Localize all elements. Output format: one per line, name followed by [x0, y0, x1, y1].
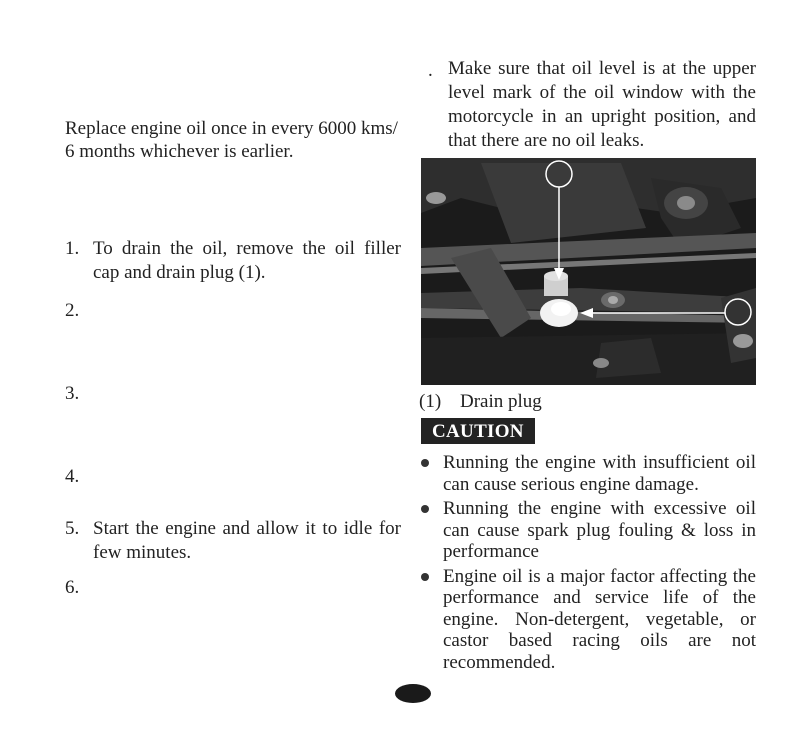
intro-line-1: Replace engine oil once in every 6000 kms/ — [65, 118, 398, 139]
bullet-icon — [421, 505, 429, 513]
caution-item — [420, 566, 756, 674]
caution-item — [420, 498, 756, 563]
step-text: To drain the oil, remove the oil filler cap and drain plug (1). — [93, 238, 401, 283]
step-number: 6. — [65, 577, 80, 598]
caption-number: (1) — [419, 391, 442, 412]
intro-text — [65, 117, 405, 163]
bullet-icon — [421, 573, 429, 581]
step-number: 4. — [65, 466, 80, 487]
step-number: 3. — [65, 383, 80, 404]
bullet-icon — [421, 459, 429, 467]
page-number-marker — [395, 684, 431, 703]
caution-item-text: Engine oil is a major factor affecting the performance and service life of the engine. Non-detergent, vegetable, or castor based racing oils are not recommended. — [443, 565, 756, 673]
figure-caption — [419, 390, 542, 413]
caution-label: CAUTION — [421, 418, 535, 444]
caution-item-text: Running the engine with insufficient oil can cause serious engine damage. — [443, 452, 756, 495]
intro-line-2: 6 months whichever is earlier. — [65, 141, 294, 162]
level-check-text: Make sure that oil level is at the upper level mark of the oil window with the motorcycle in an upright position, and that there are no oil leaks. — [448, 58, 756, 151]
level-check-marker: . — [428, 60, 433, 81]
step-number: 1. — [65, 238, 80, 259]
caution-item-text: Running the engine with excessive oil can cause spark plug fouling & loss in performance — [443, 498, 756, 562]
step-number: 2. — [65, 300, 80, 321]
step-number: 5. — [65, 518, 80, 539]
step-text: Start the engine and allow it to idle for few minutes. — [93, 518, 401, 563]
caution-item — [420, 452, 756, 495]
caution-list — [420, 452, 756, 676]
caption-text: Drain plug — [460, 391, 542, 412]
drain-plug-photo — [421, 158, 756, 385]
